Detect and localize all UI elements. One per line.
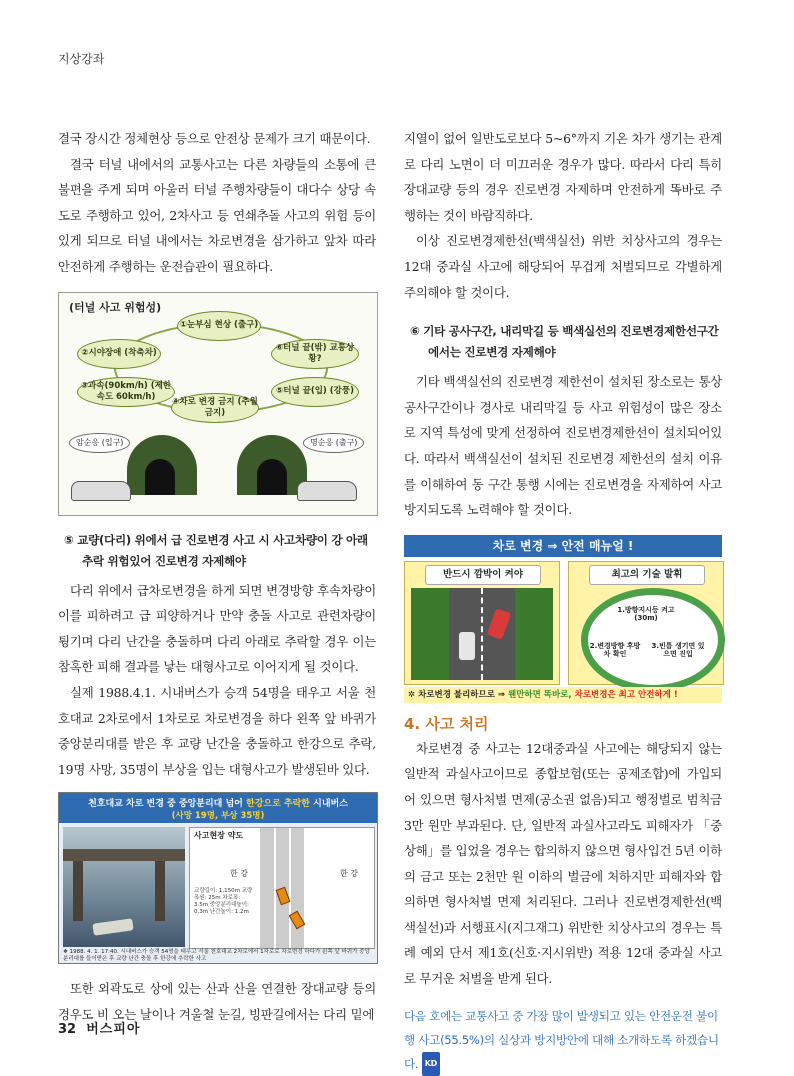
light-adaptation-bubble: 명순응 (출구)	[303, 433, 364, 453]
banner-text: 천호대교 차로 변경 중	[88, 799, 176, 810]
risk-item: ⑥터널 끝(밖) 교통상황?	[271, 339, 359, 369]
paragraph: 다리 위에서 급차로변경을 하게 되면 변경방향 후속차량이 이를 피하려고 급 피양하거나 만약 충돌 사고로 관련차량이 튕기며 다리 난간을 충돌하며 다리 아래로 추락할 경우 이는 참혹한 피해 결과를 낳는 대형사고로 이어지게 될 것이다.	[58, 582, 376, 675]
footer-text: 차로변경은 최고 안전하게 !	[571, 689, 678, 700]
section-heading: 4. 사고 처리	[404, 714, 489, 733]
cycle-diagram	[581, 588, 725, 692]
risk-item: ②시야장애 (착축차)	[77, 339, 161, 369]
page-number: 32	[58, 1022, 77, 1037]
section-header: 지상강좌	[58, 52, 105, 66]
accident-photo	[63, 827, 185, 947]
map-title: 사고현장 약도	[194, 831, 244, 841]
paragraph: 실제 1988.4.1. 시내버스가 승객 54명을 태우고 서울 천호대교 2차로에서 1차로로 차로변경을 하다 왼쪽 앞 바퀴가 중앙분리대를 받은 후 교량 난간을 충돌하고 한강으로 추락, 19명 사망, 35명이 부상을 입는 대형사고가 발생된바 있다.	[58, 684, 376, 777]
manual-banner: 차로 변경 ⇒ 안전 매뉴얼 !	[404, 535, 722, 557]
page-footer	[58, 1018, 140, 1037]
skill-panel	[568, 561, 724, 685]
next-issue-note	[404, 1004, 722, 1076]
turn-signal-panel	[404, 561, 560, 685]
cycle-step: 3.빈틈 생기면 있으면 진입	[651, 641, 705, 658]
risk-item: ①눈부심 현상 (출구)	[177, 311, 261, 341]
next-issue-text: 다음 호에는 교통사고 중 가장 많이 발생되고 있는 안전운전 불이행 사고(55.5%)의 실상과 방지방안에 대해 소개하도록 하겠습니다.	[404, 1008, 719, 1071]
subheading: ⑥ 기타 공사구간, 내리막길 등 백색실선의 진로변경제한선구간에서는 진로변경 자제해야	[410, 324, 719, 360]
paragraph: 결국 터널 내에서의 교통사고는 다른 차량들의 소통에 큰 불편을 주게 되며 아울러 터널 주행차량들이 대다수 상당 속도로 주행하고 있어, 2차사고 등 연쇄추돌 사고의 위험 등이 있게 되므로 터널 내에서는 차로변경을 삼가하고 앞차 따라 안전하게 주행하는 운전습관이 필요하다.	[58, 156, 376, 274]
paragraph: 기타 백색실선의 진로변경 제한선이 설치된 장소로는 통상 공사구간이나 경사로 내리막길 등 사고 위험성이 많은 장소로 지역 특성에 맞게 선정하여 진로변경제한선이 설치되어있다. 따라서 백색실선이 설치된 진로변경 제한선의 설치 이유를 이해하여 동 구간 통행 시에는 진로변경을 자제하여 사고 방지되도록 노력해야 할 것이다.	[404, 374, 722, 518]
sunken-bus	[92, 919, 133, 936]
paragraph: 이상 진로변경제한선(백색실선) 위반 치상사고의 경우는 12대 중과실 사고에 해당되어 무겁게 처벌되므로 각별하게 주의해야 할 것이다.	[404, 233, 722, 300]
banner-text: 중앙분리대 넘어	[178, 799, 243, 810]
paragraph: 결국 장시간 정체현상 등으로 안전상 문제가 크기 때문이다.	[58, 131, 371, 146]
manual-footer	[404, 687, 722, 703]
cycle-step: 1.방향지시등 켜고 (30m)	[617, 605, 675, 622]
figure-title: (터널 사고 위험성)	[69, 300, 162, 314]
figure-caption: ❖ 1988. 4. 1. 17:40. 시내버스가 승객 54명을 태우고 서울 천호대교 2차로에서 1차로로 차로변경 하다가 왼쪽 앞 바퀴가 중앙분리대를 들이받은 후 교량 난간 충돌 후 한강에 추락한 사고	[63, 949, 370, 962]
magazine-name: 버스피아	[86, 1022, 141, 1037]
magazine-logo-icon: KD	[422, 1052, 440, 1076]
bus-accident-figure	[58, 792, 378, 964]
panel-label: 반드시 깜박이 켜야	[425, 565, 541, 585]
footer-text: ✲ 차로변경 불리하므로 ⇒	[408, 689, 508, 700]
banner-text: 시내버스	[313, 799, 348, 810]
paragraph: 차로변경 중 사고는 12대중과실 사고에는 해당되지 않는 일반적 과실사고이므로 종합보험(또는 공제조합)에 가입되어 있으면 형사처벌 면제(공소권 없음)되고 행정벌로 범칙금 3만 원만 부과된다. 단, 일반적 과실사고라도 피해자가 「중상해」를 입었을 경우는 합의하지 않으면 형사입건 5년 이하의 금고 또는 2천만 원 이하의 벌금에 처하지만 피해자와 합의하면 형사처벌 면제 처리된다. 그러나 진로변경제한선(백색실선)과 서행표시(지그재그) 위반한 치상사고의 경우는 특례 예외 단서 제1호(신호·지시위반) 적용 12대 중과실 사고로 무거운 처벌을 받게 된다.	[404, 740, 722, 987]
cycle-step: 2.변경방향 후방 차 확인	[589, 641, 641, 658]
river-label: 한 강	[230, 869, 248, 879]
road-scene-illustration	[411, 588, 553, 680]
figure-banner	[59, 793, 377, 823]
banner-highlight: 한강으로 추락한	[246, 799, 310, 810]
tunnel-exit-illustration	[237, 433, 369, 509]
tunnel-risk-figure	[58, 292, 378, 516]
casualty-text: (사망 19명, 부상 35명)	[171, 811, 265, 822]
paragraph: 또한 외곽도로 상에 있는 산과 산을 연결한 장대교량 등의 경우도 비 오는 날이나 겨울철 눈길, 빙판길에서는 다리 밑에	[58, 981, 376, 1022]
dark-adaptation-bubble: 암순응 (입구)	[69, 433, 130, 453]
footer-text: 웬만하면 똑바로,	[507, 689, 572, 700]
right-column	[404, 126, 722, 1076]
risk-item: ④차로 변경 금지 (추월 금지)	[171, 393, 259, 423]
subheading: ⑤ 교량(다리) 위에서 급 진로변경 사고 시 사고차량이 강 아래 추락 위험있어 진로변경 자제해야	[64, 532, 368, 568]
tunnel-entrance-illustration	[65, 433, 197, 509]
accident-site-map	[189, 827, 375, 949]
risk-item: ⑤터널 끝(입) (강풍)	[271, 377, 359, 407]
river-label: 한 강	[340, 869, 358, 879]
left-column	[58, 126, 376, 1028]
paragraph: 지열이 없어 일반도로보다 5~6°까지 기온 차가 생기는 관계로 다리 노면이 더 미끄러운 경우가 많다. 따라서 다리 특히 장대교량 등의 경우 진로변경 자제하며 안전하게 똑바로 주행하는 것이 바람직하다.	[404, 131, 722, 223]
lane-change-manual-figure	[404, 535, 722, 705]
risk-item: ③과속(90km/h) (제한속도 60km/h)	[77, 377, 175, 407]
panel-label: 최고의 기술 발휘	[589, 565, 705, 585]
bridge-specs: 교량길이: 1,150m 교량폭원: 25m 차로폭: 3.5m 중앙분리대높이: 0.3m 난간높이: 1.2m	[194, 888, 253, 916]
